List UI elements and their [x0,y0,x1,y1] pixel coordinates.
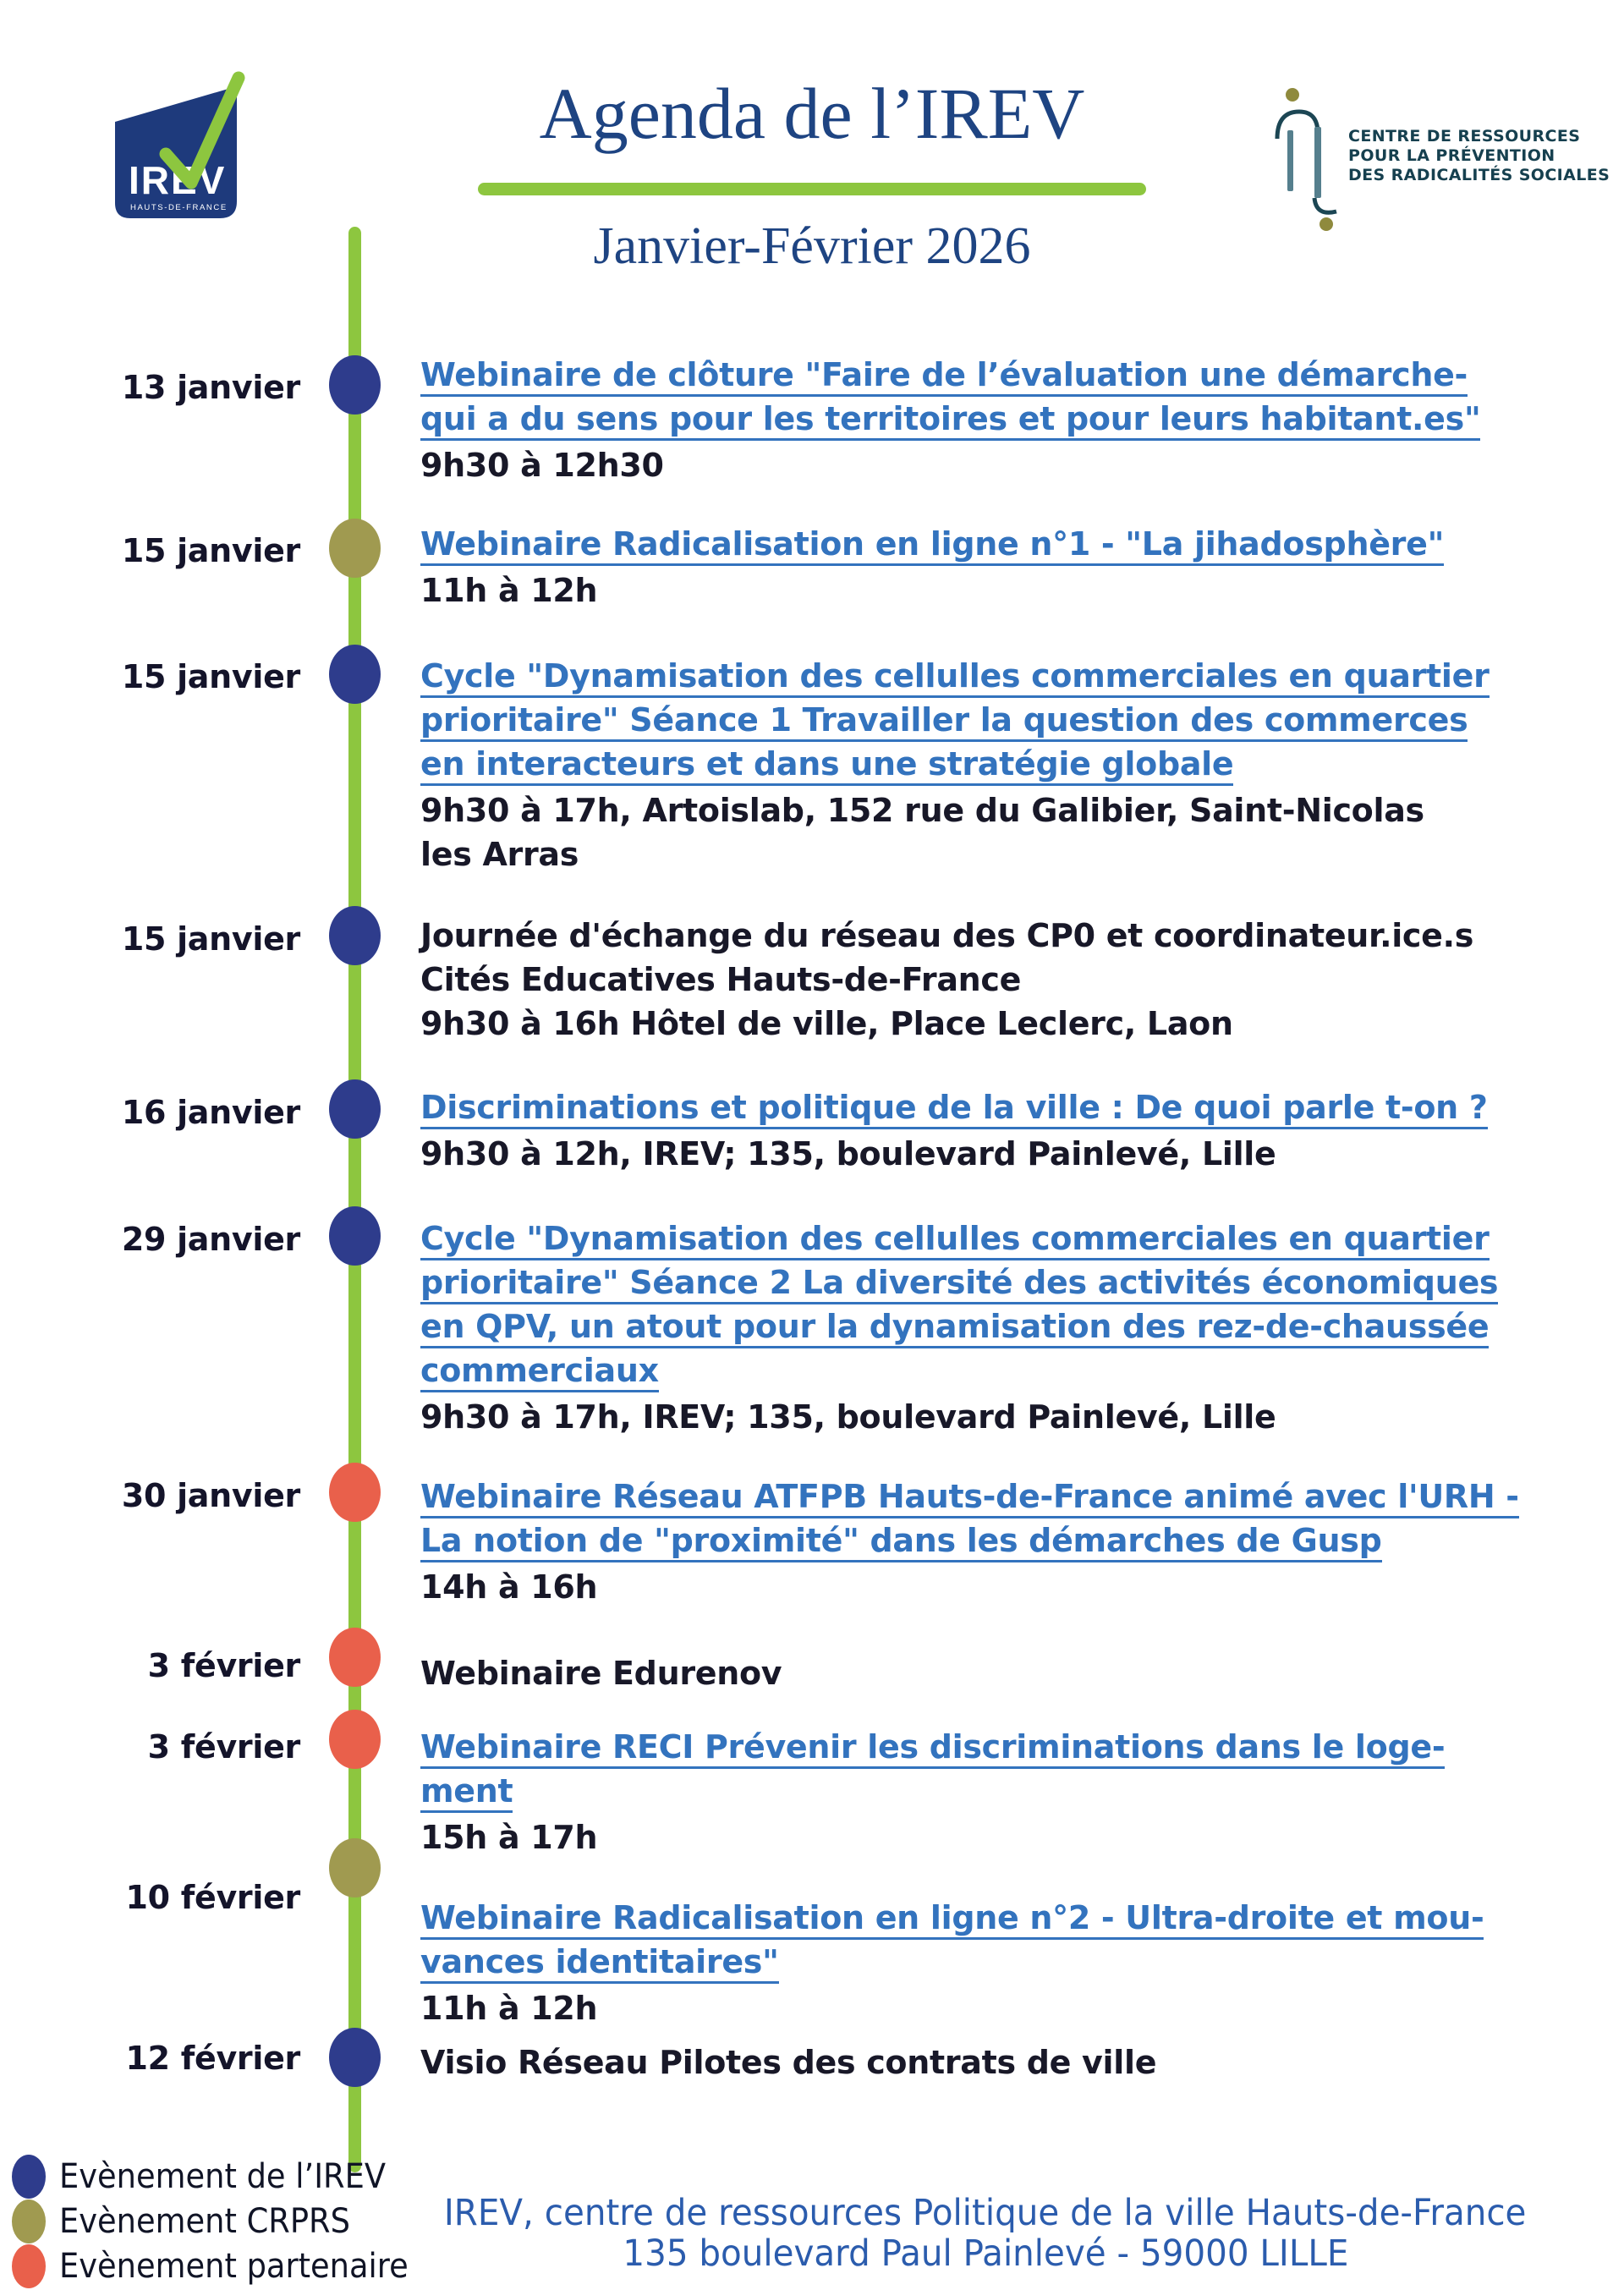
footer-address [364,2193,1607,2274]
event-title-link[interactable]: Webinaire Réseau ATFPB Hauts-de-France animé avec l'URH - [420,1477,1519,1518]
crprs-line-2: POUR LA PRÉVENTION [1348,146,1555,165]
event-date: 12 février [125,2040,300,2077]
crprs-line-3: DES RADICALITÉS SOCIALES [1348,166,1610,184]
event-title-link[interactable]: Webinaire Radicalisation en ligne n°1 - "La jihadosphère" [420,524,1444,566]
event-block [420,1088,1605,1176]
event-dot-irev [329,2028,381,2087]
legend-item-crprs [12,2199,376,2244]
event-block [420,2040,1605,2084]
event-title-link[interactable]: La notion de "proximité" dans les démarches de Gusp [420,1521,1382,1562]
legend-item-irev [12,2154,414,2199]
event-dot-partenaire [329,1710,381,1769]
event-dot-partenaire [329,1463,381,1522]
event-dot-irev [329,355,381,415]
legend-dot-irev [12,2155,46,2199]
crprs-logo-text [1348,127,1610,185]
event-time-location: 9h30 à 16h Hôtel de ville, Place Leclerc, Laon [420,1005,1233,1042]
event-block [420,1727,1605,1859]
legend-label: Evènement de l’IREV [59,2157,387,2196]
event-title-link[interactable]: prioritaire" Séance 2 La diversité des activités économiques [420,1263,1498,1304]
event-title-link[interactable]: en interacteurs et dans une stratégie globale [420,744,1233,786]
crprs-line-1: CENTRE DE RESSOURCES [1348,127,1581,146]
event-dot-irev [329,906,381,965]
event-title: Visio Réseau Pilotes des contrats de ville [420,2044,1157,2081]
event-date: 13 janvier [121,369,300,406]
title-underline-bar [478,183,1146,195]
legend-label: Evènement partenaire [59,2247,409,2286]
event-block [420,355,1605,487]
event-date: 3 février [147,1647,300,1684]
event-dot-partenaire [329,1628,381,1687]
event-dot-irev [329,645,381,704]
event-title-link[interactable]: Webinaire Radicalisation en ligne n°2 - Ultra-droite et mou- [420,1898,1484,1940]
event-title-link[interactable]: commerciaux [420,1351,659,1392]
event-title-link[interactable]: Cycle "Dynamisation des cellulles commerciales en quartier [420,1219,1490,1260]
legend-dot-crprs [12,2199,46,2243]
event-dot-irev [329,1079,381,1139]
page-subtitle: Janvier-Février 2026 [593,217,1031,275]
legend-dot-partenaire [12,2244,46,2288]
event-time: 9h30 à 12h30 [420,447,664,484]
event-time-location: 9h30 à 17h, IREV; 135, boulevard Painlevé, Lille [420,1398,1276,1436]
event-block [420,524,1605,612]
crprs-logo [1267,83,1360,231]
event-date: 3 février [147,1728,300,1766]
event-title: Journée d'échange du réseau des CP0 et coordinateur.ice.s [420,917,1474,954]
event-block [420,1651,1605,1695]
event-dot-crprs [329,519,381,578]
event-title-link[interactable]: Webinaire RECI Prévenir les discriminations dans le loge- [420,1727,1445,1769]
event-title-link[interactable]: Webinaire de clôture "Faire de l’évaluation une démarche- [420,355,1468,397]
event-time: 15h à 17h [420,1819,598,1856]
event-title: Cités Educatives Hauts-de-France [420,961,1022,998]
footer-line-1: IREV, centre de ressources Politique de la ville Hauts-de-France [444,2192,1527,2234]
event-title-link[interactable]: vances identitaires" [420,1942,779,1984]
legend-label: Evènement CRPRS [59,2202,350,2241]
event-title-link[interactable]: Cycle "Dynamisation des cellulles commerciales en quartier [420,656,1490,698]
event-block [420,1477,1605,1609]
irev-logo-text: IREV [129,158,227,202]
event-date: 30 janvier [121,1477,300,1514]
event-dot-irev [329,1206,381,1266]
event-title: Webinaire Edurenov [420,1655,782,1692]
event-date: 16 janvier [121,1094,300,1131]
event-dot-crprs [329,1838,381,1897]
irev-logo [108,69,248,226]
event-block [420,656,1605,876]
event-title-link[interactable]: qui a du sens pour les territoires et pour leurs habitant.es" [420,399,1480,441]
event-time: 11h à 12h [420,1990,598,2027]
event-time: 11h à 12h [420,572,598,609]
event-time-location: 9h30 à 17h, Artoislab, 152 rue du Galibier, Saint-Nicolas [420,792,1424,829]
event-title-link[interactable]: Discriminations et politique de la ville : De quoi parle t-on ? [420,1088,1488,1129]
event-block [420,1898,1605,2030]
event-time-location: 9h30 à 12h, IREV; 135, boulevard Painlevé, Lille [420,1135,1276,1172]
event-date: 15 janvier [121,532,300,569]
page-title: Agenda de l’IREV [539,73,1085,154]
event-title-link[interactable]: ment [420,1771,513,1813]
event-title-link[interactable]: prioritaire" Séance 1 Travailler la question des commerces [420,700,1468,742]
event-time: 14h à 16h [420,1568,598,1606]
event-date: 29 janvier [121,1221,300,1258]
event-title-link[interactable]: en QPV, un atout pour la dynamisation des rez-de-chaussée [420,1307,1489,1348]
irev-logo-subtext: HAUTS-DE-FRANCE [130,203,228,212]
event-time-location: les Arras [420,836,579,873]
event-date: 15 janvier [121,920,300,958]
event-block [420,914,1605,1046]
footer-line-2: 135 boulevard Paul Painlevé - 59000 LILLE [622,2232,1349,2275]
event-date: 15 janvier [121,658,300,695]
event-date: 10 février [125,1879,300,1916]
event-block [420,1219,1605,1439]
